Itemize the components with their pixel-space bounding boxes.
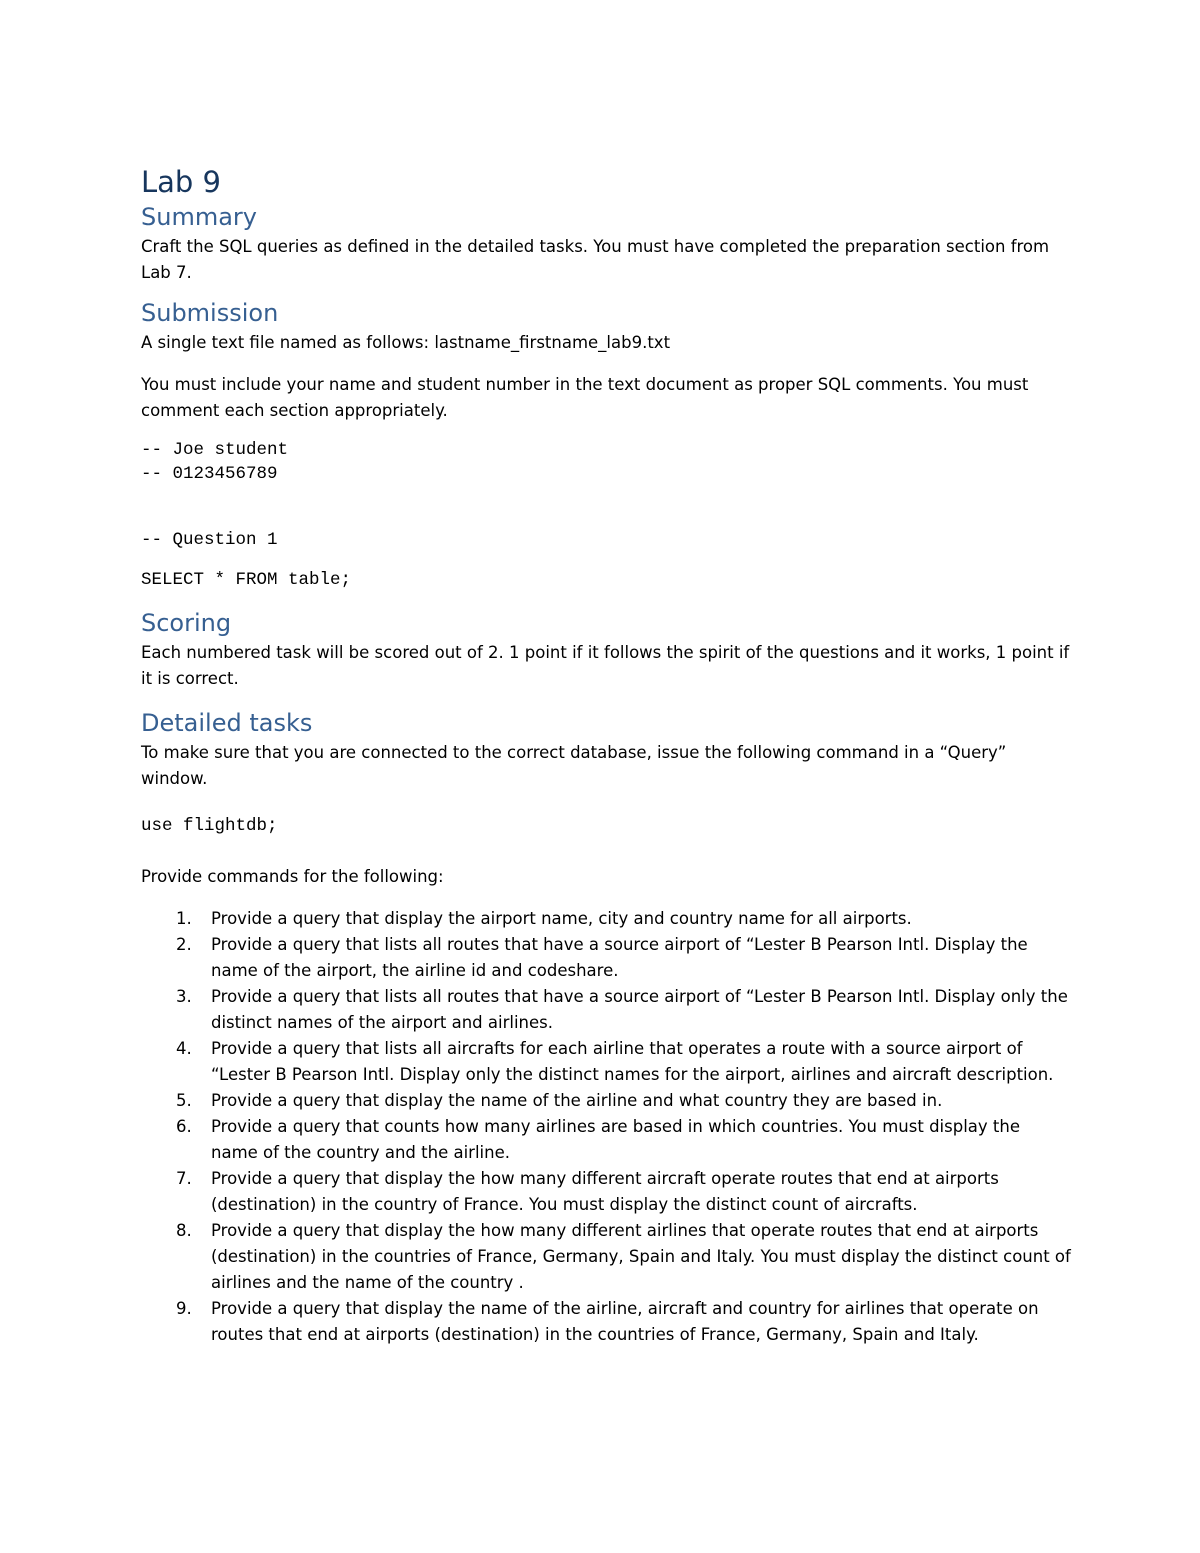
task-list — [141, 906, 1071, 1348]
task-number: 8. — [176, 1221, 192, 1240]
document-page — [141, 160, 1071, 1348]
task-number: 4. — [176, 1039, 192, 1058]
summary-text: Craft the SQL queries as defined in the detailed tasks. You must have completed the preparation section from Lab 7. — [141, 237, 1050, 282]
scoring-text: Each numbered task will be scored out of 2. 1 point if it follows the spirit of the questions and it works, 1 point if it is correct. — [141, 643, 1070, 688]
task-text: Provide a query that lists all routes that have a source airport of “Lester B Pearson Intl. Display the name of the airport, the airline id and codeshare. — [211, 935, 1028, 980]
code-select-statement: SELECT * FROM table; — [141, 570, 352, 590]
submission-filename: A single text file named as follows: lastname_firstname_lab9.txt — [141, 333, 671, 352]
task-text: Provide a query that lists all routes that have a source airport of “Lester B Pearson Intl. Display only the distinct names of the airport and airlines. — [211, 987, 1068, 1032]
task-item — [141, 1218, 1071, 1296]
task-text: Provide a query that display the airport name, city and country name for all airports. — [211, 909, 912, 928]
task-item — [141, 1036, 1071, 1088]
provide-line: Provide commands for the following: — [141, 867, 444, 886]
task-item — [141, 984, 1071, 1036]
task-item — [141, 1166, 1071, 1218]
task-number: 9. — [176, 1299, 192, 1318]
task-item — [141, 1088, 1071, 1114]
task-item — [141, 1296, 1071, 1348]
code-name-comment: -- Joe student — [141, 440, 289, 460]
submission-heading: Submission — [141, 299, 279, 327]
summary-heading: Summary — [141, 203, 257, 231]
task-number: 7. — [176, 1169, 192, 1188]
scoring-heading: Scoring — [141, 609, 232, 637]
use-command: use flightdb; — [141, 816, 278, 836]
task-number: 5. — [176, 1091, 192, 1110]
task-number: 6. — [176, 1117, 192, 1136]
task-text: Provide a query that display the name of the airline and what country they are based in. — [211, 1091, 943, 1110]
detailed-tasks-intro: To make sure that you are connected to the correct database, issue the following command in a “Query” window. — [141, 743, 1007, 788]
code-question-comment: -- Question 1 — [141, 530, 278, 550]
submission-instructions: You must include your name and student number in the text document as proper SQL comments. You must comment each section appropriately. — [141, 375, 1029, 420]
task-number: 2. — [176, 935, 192, 954]
document-title: Lab 9 — [141, 165, 222, 199]
code-number-comment: -- 0123456789 — [141, 464, 278, 484]
task-item — [141, 1114, 1071, 1166]
task-number: 1. — [176, 909, 192, 928]
task-item — [141, 906, 1071, 932]
task-text: Provide a query that counts how many airlines are based in which countries. You must display the name of the country and the airline. — [211, 1117, 1020, 1162]
detailed-tasks-heading: Detailed tasks — [141, 709, 313, 737]
code-block-header — [141, 438, 1071, 486]
task-text: Provide a query that lists all aircrafts for each airline that operates a route with a source airport of “Lester B Pearson Intl. Display only the distinct names for the airport, airlines and aircraft description. — [211, 1039, 1054, 1084]
task-text: Provide a query that display the name of the airline, aircraft and country for airlines that operate on routes that end at airports (destination) in the countries of France, Germany, Spain and Italy. — [211, 1299, 1039, 1344]
task-item — [141, 932, 1071, 984]
task-text: Provide a query that display the how many different airlines that operate routes that end at airports (destination) in the countries of France, Germany, Spain and Italy. You must display the distinct count of airlines and the name of the country . — [211, 1221, 1071, 1292]
task-number: 3. — [176, 987, 192, 1006]
task-text: Provide a query that display the how many different aircraft operate routes that end at airports (destination) in the country of France. You must display the distinct count of aircrafts. — [211, 1169, 999, 1214]
